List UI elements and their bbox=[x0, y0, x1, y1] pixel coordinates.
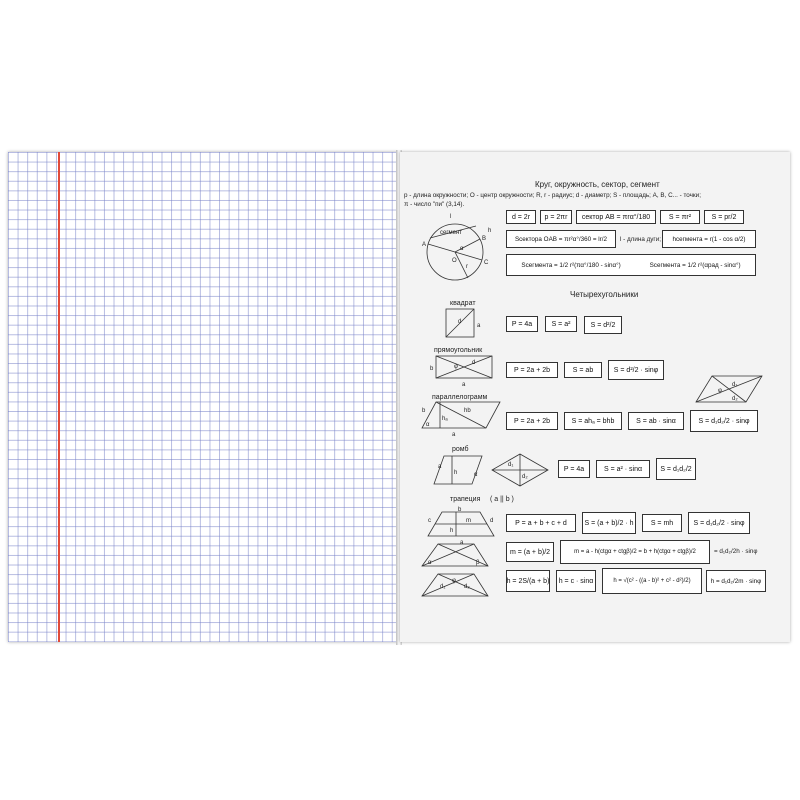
diagram-label: a bbox=[460, 540, 464, 546]
parallelogram-diagram bbox=[422, 402, 502, 442]
circle-section-title: Круг, окружность, сектор, сегмент bbox=[535, 180, 660, 189]
diagram-label: a bbox=[452, 432, 456, 438]
diagram-label: α bbox=[474, 472, 478, 478]
formula-text: Sсегмента = 1/2 r²(πα°/180 - sinα°) bbox=[521, 261, 621, 269]
diagram-label: l bbox=[450, 214, 452, 220]
formula-box: P = a + b + c + d bbox=[506, 514, 576, 532]
formula-box: S = ab bbox=[564, 362, 602, 378]
diagram-label: φ bbox=[454, 364, 458, 370]
formula-box: m = (a + b)/2 bbox=[506, 542, 554, 562]
trapezoid-diagonals-diagram bbox=[422, 572, 502, 602]
rhombus-label: ромб bbox=[452, 446, 469, 453]
diagram-label: d₁ bbox=[732, 382, 738, 388]
formula-box: S = ahₐ = bhb bbox=[564, 412, 622, 430]
rectangle-diagram bbox=[430, 356, 500, 386]
square-diagram bbox=[446, 309, 486, 339]
diagram-label: d₂ bbox=[522, 474, 528, 480]
quad-section-title: Четырехугольники bbox=[570, 290, 639, 299]
formula-box: p = 2πr bbox=[540, 210, 572, 224]
formula-box: S = (a + b)/2 · h bbox=[582, 512, 636, 534]
circle-diagram bbox=[420, 212, 500, 282]
parallelogram-diagonals-diagram bbox=[696, 374, 766, 406]
diagram-label: c bbox=[428, 518, 431, 524]
diagram-label: b bbox=[422, 408, 426, 414]
rhombus-diagram bbox=[430, 454, 490, 488]
formula-text: Sсегмента = 1/2 r²(αрад - sinα°) bbox=[649, 261, 741, 269]
diagram-label: α bbox=[460, 246, 464, 252]
formula-box: P = 2a + 2b bbox=[506, 362, 558, 378]
formula-box: h = 2S/(a + b) bbox=[506, 570, 550, 592]
formula-box-segment bbox=[506, 254, 756, 276]
diagram-label: a bbox=[477, 323, 481, 329]
formula-box: m = a - h(ctgα + ctgβ)/2 = b + h(ctgα + ctgβ)/2 bbox=[560, 540, 710, 564]
diagram-label: α bbox=[428, 560, 432, 566]
formula-box: S = d₁d₂/2 bbox=[656, 458, 696, 480]
diagram-label: φ bbox=[718, 388, 722, 394]
diagram-label: B bbox=[482, 236, 487, 242]
diagram-label: hₐ bbox=[442, 416, 448, 422]
formula-box: S = a² bbox=[545, 316, 577, 332]
diagram-label: d₂ bbox=[732, 396, 738, 402]
diagram-label: A bbox=[422, 242, 427, 248]
diagram-label: β bbox=[476, 560, 480, 566]
diagram-label: h bbox=[454, 470, 458, 476]
rhombus-diagonals-diagram bbox=[492, 452, 552, 488]
diagram-label: m bbox=[466, 518, 471, 524]
diagram-label: a bbox=[462, 382, 466, 388]
formula-box: S = d₁d₂/2 · sinφ bbox=[690, 410, 758, 432]
grid-notebook-page bbox=[8, 152, 398, 642]
trapezoid-angles-diagram bbox=[422, 542, 502, 572]
formula-box: S = d²/2 · sinφ bbox=[608, 360, 664, 380]
formula-box: сектор AB = πrα°/180 bbox=[576, 210, 656, 224]
diagram-label: d₂ bbox=[464, 584, 470, 590]
formula-box: S = d₁d₂/2 · sinφ bbox=[688, 512, 750, 534]
diagram-label: сегмент bbox=[440, 230, 463, 236]
trapezoid-diagram bbox=[426, 508, 506, 544]
formula-box: h = √(c² - ((a - b)² + c² - d²)/2) bbox=[602, 568, 702, 594]
diagram-label: O bbox=[452, 258, 457, 264]
square-label: квадрат bbox=[450, 300, 476, 307]
diagram-label: r bbox=[466, 264, 468, 270]
diagram-label: hb bbox=[464, 408, 471, 414]
margin-line bbox=[58, 152, 60, 642]
diagram-label: α bbox=[426, 422, 430, 428]
diagram-label: a bbox=[438, 464, 442, 470]
formula-box: S = pr/2 bbox=[704, 210, 744, 224]
rectangle-label: прямоугольник bbox=[434, 347, 483, 354]
trapezoid-label: трапеция bbox=[450, 496, 481, 503]
diagram-label: d₁ bbox=[440, 584, 446, 590]
trapezoid-condition: ( a || b ) bbox=[490, 496, 514, 503]
diagram-label: C bbox=[484, 260, 489, 266]
circle-legend-line1: p - длина окружности; O - центр окружности; R, r - радиус; d - диаметр; S - площадь; A, B, C... - точки; bbox=[404, 192, 701, 199]
formula-box: P = 2a + 2b bbox=[506, 412, 558, 430]
formula-box: hсегмента = r(1 - cos α/2) bbox=[662, 230, 756, 248]
parallelogram-label: параллелограмм bbox=[432, 394, 488, 401]
diagram-label: b bbox=[430, 366, 434, 372]
diagram-label: d bbox=[458, 319, 462, 325]
diagram-label: h bbox=[488, 228, 492, 234]
diagram-label: φ bbox=[452, 578, 456, 584]
formula-note: l - длина дуги; bbox=[620, 236, 661, 243]
formula-box: S = a² · sinα bbox=[596, 460, 650, 478]
diagram-label: d bbox=[472, 360, 476, 366]
formula-box: S = ab · sinα bbox=[628, 412, 684, 430]
formula-reference-page bbox=[400, 152, 790, 642]
formula-note: = d₁d₂/2h · sinφ bbox=[714, 548, 758, 555]
diagram-label: b bbox=[458, 507, 462, 513]
formula-box: h = c · sinα bbox=[556, 570, 596, 592]
formula-box: d = 2r bbox=[506, 210, 536, 224]
formula-box: P = 4a bbox=[506, 316, 538, 332]
formula-box: S = d²/2 bbox=[584, 316, 622, 334]
circle-legend-line2: π - число "пи" (3,14). bbox=[404, 201, 465, 208]
formula-box: S = mh bbox=[642, 514, 682, 532]
diagram-label: d₁ bbox=[508, 462, 514, 468]
diagram-label: d bbox=[490, 518, 494, 524]
formula-box: S = πr² bbox=[660, 210, 700, 224]
formula-box: P = 4a bbox=[558, 460, 590, 478]
formula-box: Sсектора OAB = πr²α°/360 = lr/2 bbox=[506, 230, 616, 248]
formula-box: h = d₁d₂/2m · sinφ bbox=[706, 570, 766, 592]
diagram-label: h bbox=[450, 528, 454, 534]
